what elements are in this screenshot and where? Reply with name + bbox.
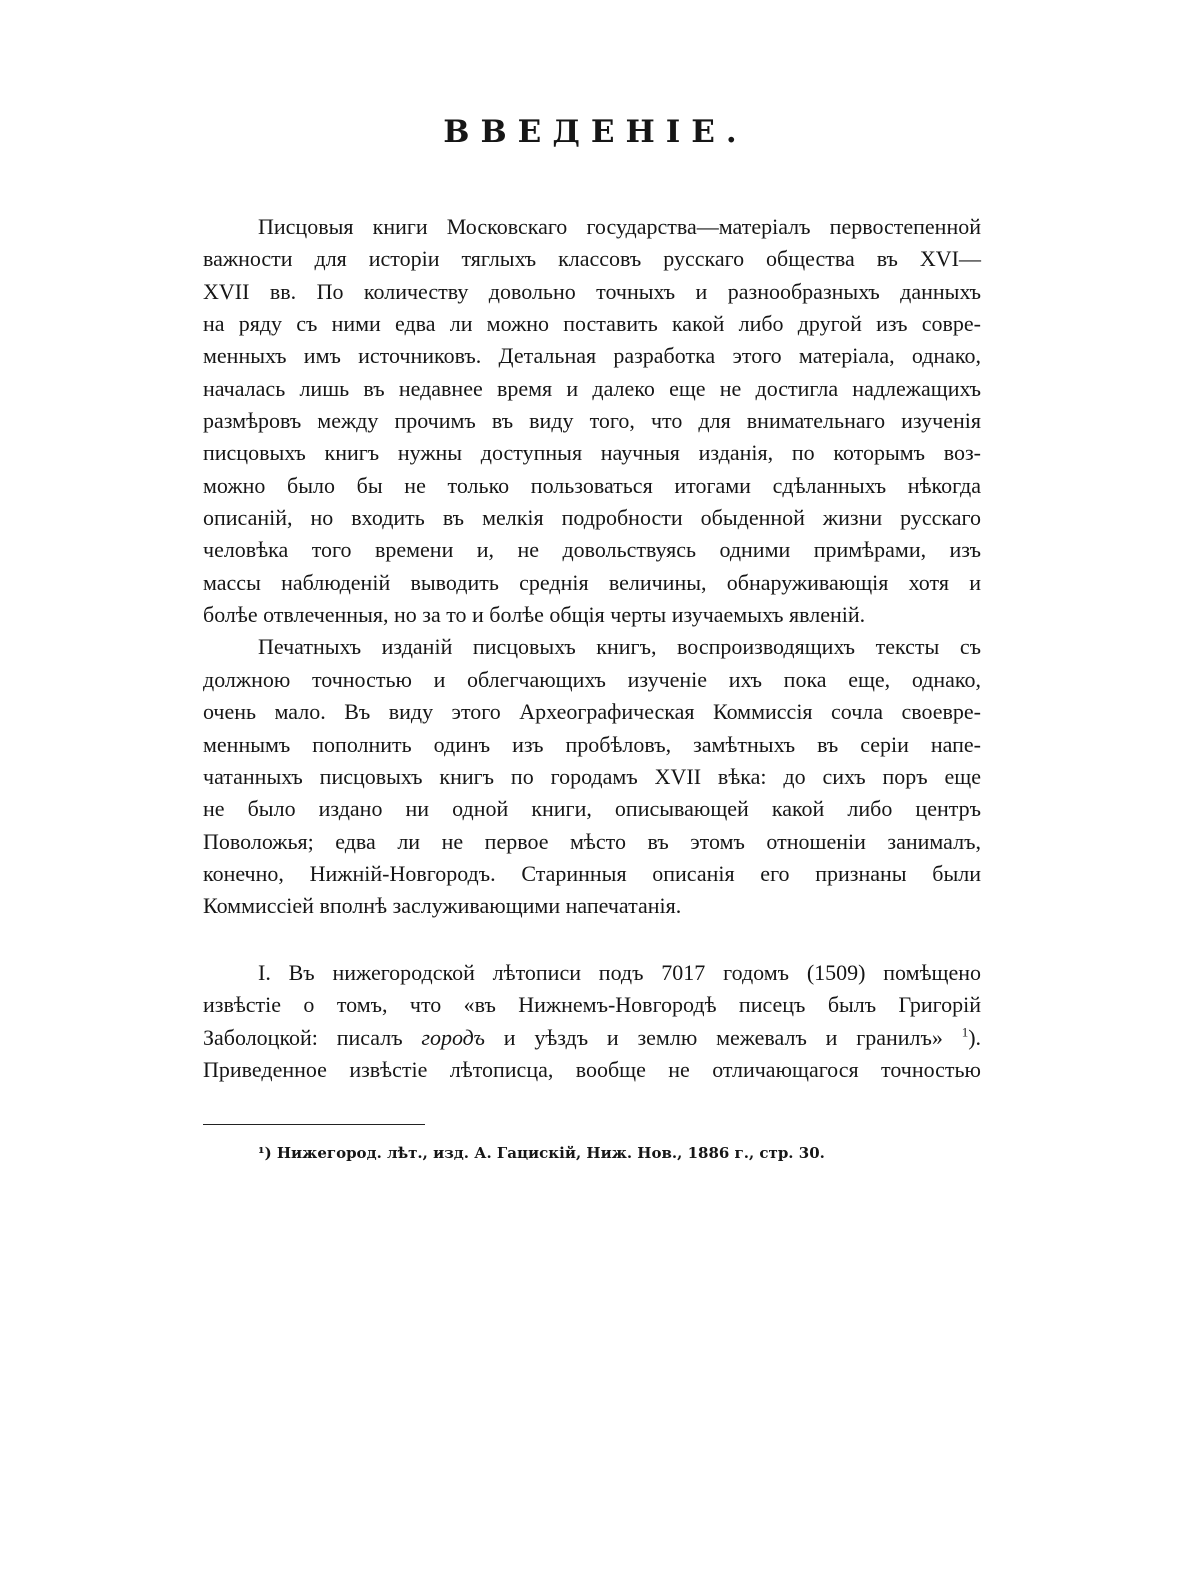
text-line: конечно, Нижній-Новгородъ. Старинныя описанія его признаны были	[203, 860, 981, 886]
footnote-divider	[203, 1124, 425, 1125]
paragraph-section-1	[203, 957, 981, 1086]
text-line: менныхъ имъ источниковъ. Детальная разработка этого матеріала, однако,	[203, 343, 981, 369]
text-line: чатанныхъ писцовыхъ книгъ по городамъ XVII вѣка: до сихъ поръ еще	[203, 763, 981, 789]
paragraph-intro	[203, 211, 981, 923]
text-fragment: ).	[968, 1024, 982, 1050]
footnote-marker: 1	[961, 1024, 969, 1040]
text-line: размѣровъ между прочимъ въ виду того, что для внимательнаго изученія	[203, 408, 981, 434]
text-line	[203, 1022, 981, 1054]
text-line: болѣе отвлеченныя, но за то и болѣе общія черты изучаемыхъ явленій.	[203, 602, 866, 628]
text-line: извѣстіе о томъ, что «въ Нижнемъ-Новгородѣ писецъ былъ Григорій	[203, 992, 981, 1018]
text-line: Приведенное извѣстіе лѣтописца, вообще не отличающагося точностью	[203, 1057, 981, 1083]
footnote: ¹) Нижегород. лѣт., изд. А. Гацискій, Ниж. Нов., 1886 г., стр. 30.	[258, 1144, 825, 1162]
text-line: важности для исторіи тяглыхъ классовъ русскаго общества въ XVI—	[203, 246, 981, 272]
page-title: ВВЕДЕНІЕ.	[443, 114, 748, 150]
text-line: можно было бы не только пользоваться итогами сдѣланныхъ нѣкогда	[203, 472, 981, 498]
text-line: писцовыхъ книгъ нужны доступныя научныя изданія, по которымъ воз-	[203, 440, 981, 466]
text-line: описаній, но входить въ мелкія подробности обыденной жизни русскаго	[203, 505, 981, 531]
text-line: на ряду съ ними едва ли можно поставить какой либо другой изъ совре-	[203, 311, 981, 337]
text-line: I. Въ нижегородской лѣтописи подъ 7017 годомъ (1509) помѣщено	[258, 960, 981, 985]
text-line: меннымъ пополнить одинъ изъ пробѣловъ, замѣтныхъ въ серіи напе-	[203, 731, 981, 757]
text-fragment: Заболоцкой: писалъ	[203, 1024, 403, 1050]
text-line: XVII вв. По количеству довольно точныхъ и разнообразныхъ данныхъ	[203, 278, 981, 304]
text-line: не было издано ни одной книги, описывающей какой либо центръ	[203, 796, 981, 822]
italic-word: городъ	[421, 1024, 485, 1050]
text-line: Поволожья; едва ли не первое мѣсто въ этомъ отношеніи занималъ,	[203, 828, 981, 854]
text-line: Коммиссіей вполнѣ заслуживающими напечатанія.	[203, 893, 682, 919]
text-fragment: и уѣздъ и землю межевалъ и гранилъ»	[503, 1024, 943, 1050]
text-line: массы наблюденій выводить среднія величины, обнаруживающія хотя и	[203, 569, 981, 595]
text-line: очень мало. Въ виду этого Археографическая Коммиссія сочла своевре-	[203, 699, 981, 725]
text-line: должною точностью и облегчающихъ изученіе ихъ пока еще, однако,	[203, 666, 981, 692]
text-line: человѣка того времени и, не довольствуясь одними примѣрами, изъ	[203, 537, 981, 563]
text-line: Писцовыя книги Московскаго государства—матеріалъ первостепенной	[258, 214, 981, 239]
text-line: началась лишь въ недавнее время и далеко еще не достигла надлежащихъ	[203, 375, 981, 401]
text-line: Печатныхъ изданій писцовыхъ книгъ, воспроизводящихъ тексты съ	[258, 634, 981, 660]
